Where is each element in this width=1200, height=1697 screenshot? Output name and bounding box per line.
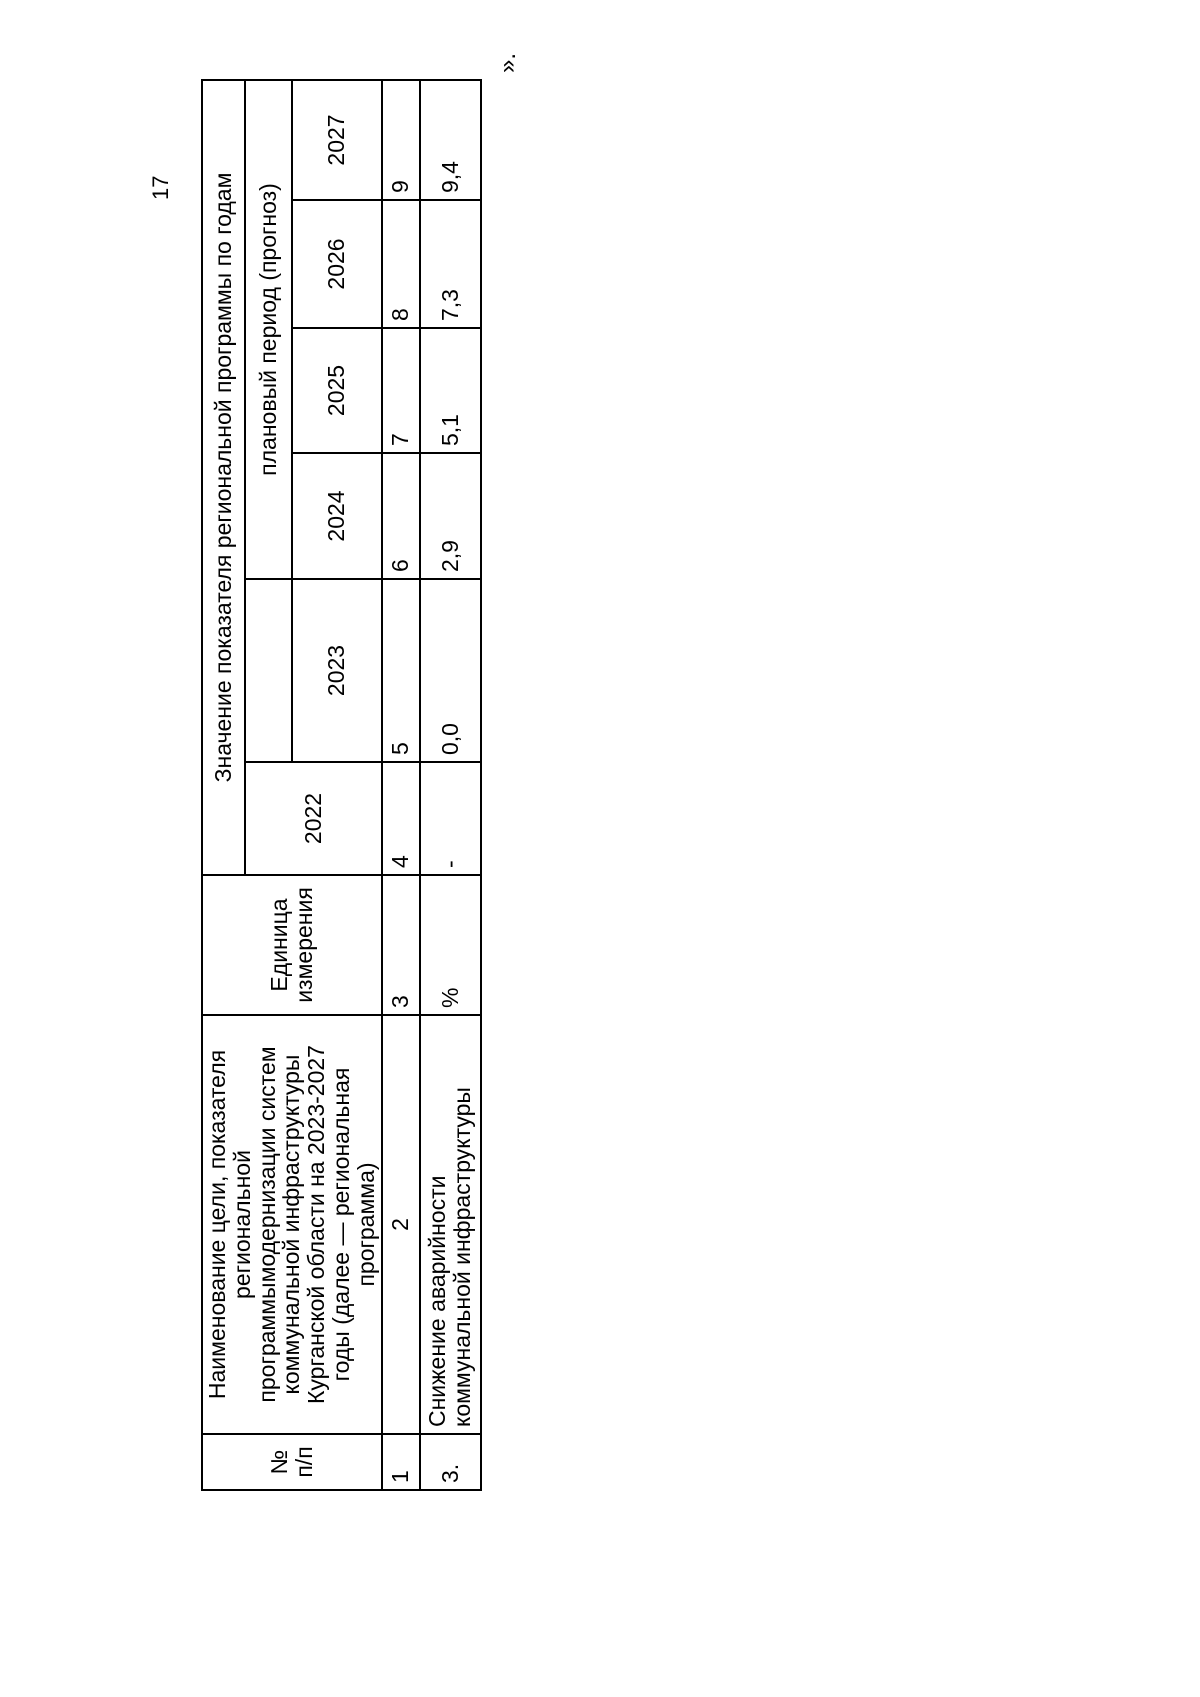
row-value-2025: 5,1	[420, 328, 481, 453]
row-unit-cell: %	[420, 875, 481, 1015]
column-number-cell: 2	[382, 1015, 420, 1434]
row-value-2024: 2,9	[420, 453, 481, 579]
header-row-1	[202, 80, 245, 1490]
page-number: 17	[148, 175, 173, 200]
closing-quote: ».	[494, 52, 521, 73]
column-number-cell: 4	[382, 762, 420, 875]
column-number-row	[382, 80, 420, 1490]
header-number-cell: № п/п	[202, 1434, 382, 1490]
header-empty-cell	[245, 579, 292, 762]
indicators-table	[201, 79, 482, 1491]
row-value-2022: -	[420, 762, 481, 875]
row-number-cell: 3.	[420, 1434, 481, 1490]
header-year-2026: 2026	[292, 200, 382, 328]
column-number-cell: 1	[382, 1434, 420, 1490]
row-name-cell: Снижение аварийности коммунальной инфраструктуры	[420, 1015, 481, 1434]
header-name-cell: Наименование цели, показателя региональной программымодернизации систем коммунальной инфраструктуры Курганской области на 2023-2027 годы (далее — региональная программа)	[202, 1015, 382, 1434]
header-year-2022: 2022	[245, 762, 382, 875]
column-number-cell: 6	[382, 453, 420, 579]
table-row	[420, 80, 481, 1490]
column-number-cell: 5	[382, 579, 420, 762]
header-year-2025: 2025	[292, 328, 382, 453]
column-number-cell: 3	[382, 875, 420, 1015]
column-number-cell: 8	[382, 200, 420, 328]
header-year-2023: 2023	[292, 579, 382, 762]
header-values-group-cell: Значение показателя региональной программы по годам	[202, 80, 245, 875]
header-year-2024: 2024	[292, 453, 382, 579]
column-number-cell: 7	[382, 328, 420, 453]
column-number-cell: 9	[382, 80, 420, 200]
header-unit-cell: Единица измерения	[202, 875, 382, 1015]
header-planned-period-cell: плановый период (прогноз)	[245, 80, 292, 579]
row-value-2023: 0,0	[420, 579, 481, 762]
header-year-2027: 2027	[292, 80, 382, 200]
row-value-2026: 7,3	[420, 200, 481, 328]
row-value-2027: 9,4	[420, 80, 481, 200]
